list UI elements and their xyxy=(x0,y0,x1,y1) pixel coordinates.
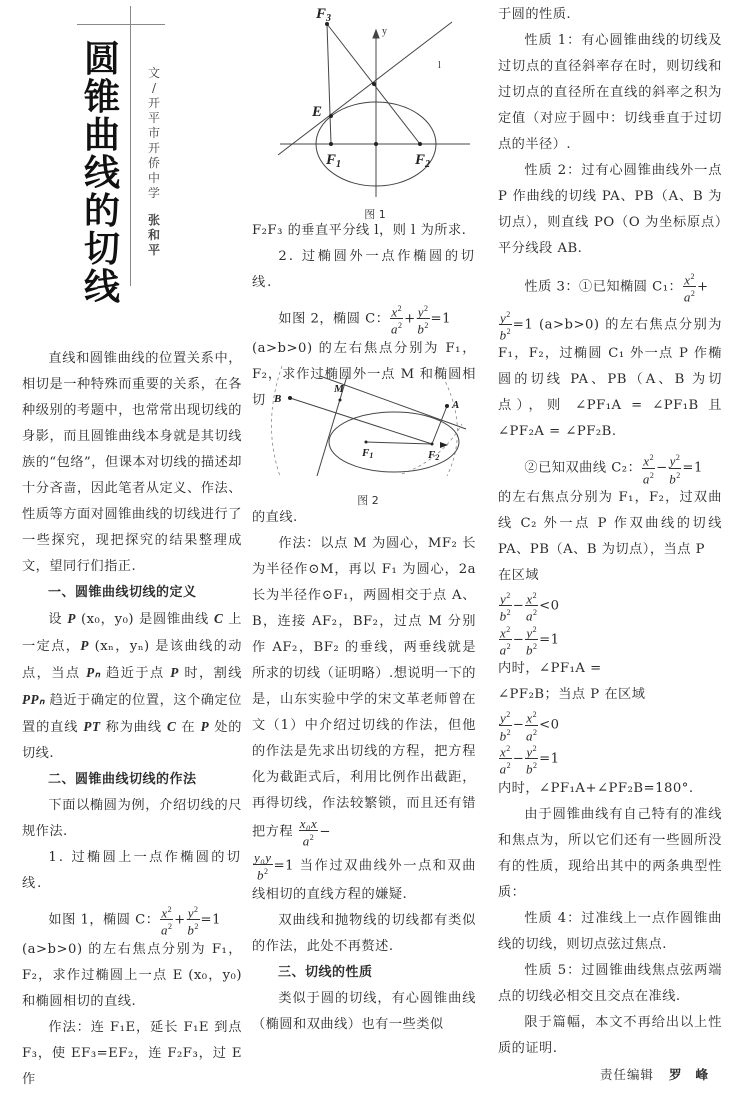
point-f1 xyxy=(329,142,333,146)
column-1 xyxy=(22,346,242,1093)
subheading-2: 2. 过椭圆外一点作椭圆的切线. xyxy=(252,249,476,290)
example-2: 如图 2，椭圆 C： $\frac{x^2}{a^2}$ + $\frac{y^2}{b^2}$ =1 xyxy=(278,304,451,337)
label-l: l xyxy=(438,60,441,71)
fraction: $\frac{y^2}{b^2}$ xyxy=(669,453,681,486)
example-2-end: 的直线. xyxy=(252,510,298,525)
construction-1: 作法：连 F₁E，延长 F₁E 到点 F₃，使 EF₃=EF₂，连 F₂F₃，过 E 作 xyxy=(22,1019,242,1087)
region-condition-2: ∠PF₂B；当点 P 在区域 xyxy=(498,687,646,703)
label-y: y xyxy=(382,26,387,37)
fraction: $\frac{x^2}{a^2}$ xyxy=(683,272,696,305)
author-char: 中 xyxy=(147,171,160,185)
point-m xyxy=(339,399,342,402)
figure-2-diagram xyxy=(262,364,474,476)
definition-paragraph: 设 P (x₀，y₀) 是圆锥曲线 C 上一定点，P (xₙ，yₙ) 是该曲线的动点，当点 Pₙ 趋近于点 P 时，割线 PPₙ 趋近于确定的位置，这个确定位置的直线 PT 称为曲线 C 在 P 处的切线. xyxy=(22,611,242,761)
fraction: $\frac{y^2}{b^2}$ xyxy=(499,309,512,343)
point-f2 xyxy=(418,142,422,146)
point-intersection xyxy=(372,82,376,86)
figure-1 xyxy=(270,2,480,220)
fraction: $\frac{\text{x₀x}}{a^2}$ xyxy=(299,816,318,849)
author-char: 市 xyxy=(147,126,160,140)
hyperbola-paragraph: 双曲线和抛物线的切线都有类似的作法，此处不再赘述. xyxy=(252,912,476,954)
construction-2: 作法：以点 M 为圆心，MF₂ 长为半径作⊙M，再以 F₁ 为圆心，2a 长为半径作⊙F₁，两圆相交于点 A、B，连接 AF₂，BF₂，过点 M 分别作 AF₂，BF₂ 的垂线，两垂线就是所求的切线（证明略）.想说明一下的是，山东实验中学的宋文革老师曾在文（1）中介绍过切线的作法，但他的作法是先求出切线的方程，把方程化为截距式后，利用比例作出截距，再得切线，作法较繁锁，而且还有错把方程 $\frac{\text{x₀x}}{a^2}$ − xyxy=(252,536,476,849)
section-heading-1: 一、圆锥曲线切线的定义 xyxy=(48,585,197,600)
y-axis-arrow-icon xyxy=(373,30,379,38)
label-f2: F2 xyxy=(428,449,440,462)
property-1: 性质 1：有心圆锥曲线的切线及过切点的直径斜率存在时，则切线和过切点的直径所在直线的斜率之积为定值（对应于圆中：切线垂直于过切点的半径）. xyxy=(498,33,722,152)
author-char: 文 xyxy=(147,66,160,80)
figure-1-diagram xyxy=(270,2,480,202)
editor-credit xyxy=(498,1062,722,1088)
circle-m-arc xyxy=(271,366,282,476)
column-3: 于圆的性质. 性质 1：有心圆锥曲线的切线及过切点的直径斜率存在时，则切线和过切点的直径所在直线的斜率之积为定值（对应于圆中：切线垂直于过切点的半径）. 性质 2：过有心圆锥曲线外一点 P 作曲线的切线 PA、PB（A、B 为切点），则直线 PO（O 为坐标原点）平分线段 AB. 性质 3：①已知椭圆 C₁： $\frac{x^2}{a^2}$ + $\frac{y^2}{b^2}$ =1 (a>b>0) 的左右焦点分别为 F₁，F₂，过椭圆 C₁ 外一点 P 作椭圆的切线 PA、PB（A、B 为切点），则 ∠PF₁A = ∠PF₁B 且 ∠PF₂A = ∠PF₂B. ②已知双曲线 C₂： $\frac{x^2}{a^2}$ − $\frac{y^2}{b^2}$ =1 的左右焦点分别为 F₁，F₂，过双曲线 C₂ 外一点 P 作双曲线的切线 PA、PB（A、B 为切点），当点 P 在区域 $\frac{y^2}{b^2}$ − $\frac{x^2}{a^2}$ <0 $\frac{x^2}{a^2}$ − $\frac{y^2}{b^2}$ =1 内时，∠PF₁A = ∠PF₂B；当点 P 在区域 $\frac{y^2}{b^2}$ − $\frac{x^2}{a^2}$ <0 $\frac{x^2}{a^2}$ − $\frac{y^2}{b^2}$ =1 内时，∠PF₁A+∠PF₂B=180°. 由于圆锥曲线有自己特有的准线和焦点为，所以它们还有一些圆所没有的性质，现给出其中的两条典型性质： 性质 4：过准线上一点作圆锥曲线的切线，则切点弦过焦点. 性质 5：过圆锥曲线焦点弦两端点的切线必相交且交点在准线. 限于篇幅，本文不再给出以上性质的证明. 责任编辑 罗峰 xyxy=(498,2,722,1088)
more-properties: 由于圆锥曲线有自己特有的准线和焦点为，所以它们还有一些圆所没有的性质，现给出其中的两条典型性质： xyxy=(498,806,722,900)
author-char: 平 xyxy=(147,111,160,125)
title-rule-horizontal xyxy=(77,24,165,25)
property-4: 性质 4：过准线上一点作圆锥曲线的切线，则切点弦过焦点. xyxy=(498,910,722,952)
property-2: 性质 2：过有心圆锥曲线外一点 P 作曲线的切线 PA、PB（A、B 为切点），则直线 PO（O 为坐标原点）平分线段 AB. xyxy=(498,163,722,256)
line-f1-f3 xyxy=(327,24,331,144)
author-gap xyxy=(146,201,162,213)
property-3-part-1: 性质 3：①已知椭圆 C₁： $\frac{x^2}{a^2}$ + xyxy=(524,272,709,305)
author-char: 侨 xyxy=(147,156,160,170)
figure-1-caption: 图 1 xyxy=(364,208,386,221)
author-char: 开 xyxy=(147,141,160,155)
closing-paragraph: 限于篇幅，本文不再给出以上性质的证明. xyxy=(498,1014,722,1056)
author-char: 平 xyxy=(147,243,160,257)
label-f1: $F_1$ xyxy=(326,152,342,170)
author-char: 学 xyxy=(147,186,160,200)
example-2-cont: (a>b>0) 的左右焦点分别为 F₁，F₂，求作过椭圆外一点 M 和椭圆相切 xyxy=(252,340,476,408)
title-rule-vertical xyxy=(130,6,131,286)
construction-1-cont: F₂F₃ 的垂直平分线 l，则 l 为所求. xyxy=(252,223,467,238)
title-char: 切 xyxy=(84,228,121,270)
properties-intro-cont: 于圆的性质. xyxy=(498,7,572,22)
fraction: $\frac{x^2}{a^2}$ xyxy=(391,304,403,337)
label-e: E xyxy=(312,104,323,120)
label-m: M xyxy=(334,383,344,395)
fraction: $\frac{x^2}{a^2}$ xyxy=(161,905,173,938)
properties-intro: 类似于圆的切线，有心圆锥曲线（椭圆和双曲线）也有一些类似 xyxy=(252,990,476,1032)
fraction: $\frac{\text{y₀y}}{b^2}$ xyxy=(254,850,272,883)
point-origin xyxy=(374,142,378,146)
label-f2: $F_2$ xyxy=(415,152,431,170)
line-b-f2 xyxy=(290,398,432,444)
point-e xyxy=(329,114,333,118)
label-f1: F1 xyxy=(362,447,374,460)
author-char: 开 xyxy=(147,96,160,110)
property-3-part-1-cont: $\frac{y^2}{b^2}$ =1 (a>b>0) 的左右焦点分别为 F₁，F₂，过椭圆 C₁ 外一点 P 作椭圆的切线 PA、PB（A、B 为切点），则 ∠PF₁A = ∠PF₁B 且 ∠PF₂A = ∠PF₂B. xyxy=(498,309,722,440)
figure-2 xyxy=(262,364,474,507)
ellipse xyxy=(329,412,459,472)
label-b: B xyxy=(274,393,282,405)
property-5: 性质 5：过圆锥曲线焦点弦两端点的切线必相交且交点在准线. xyxy=(498,962,722,1004)
label-f3: $F_3$ xyxy=(316,6,332,24)
fraction: $\frac{y^2}{b^2}$ xyxy=(187,905,199,938)
point-f1 xyxy=(365,441,368,444)
construction-2-cont: $\frac{\text{y₀y}}{b^2}$ =1 当作过双曲线外一点和双曲线相切的直线方程的嫌疑. xyxy=(252,850,476,902)
method-intro: 下面以椭圆为例，介绍切线的尺规作法. xyxy=(22,798,242,839)
point-a xyxy=(445,404,449,408)
editor-label: 责任编辑 xyxy=(600,1066,655,1082)
example-1: 如图 1，椭圆 C： $\frac{x^2}{a^2}$ + $\frac{y^2}{b^2}$ =1 xyxy=(48,905,221,938)
column-2-lower xyxy=(252,505,476,1038)
example-1-cont: (a>b>0) 的左右焦点分别为 F₁，F₂，求作过椭圆上一点 E (x₀，y₀) 和椭圆相切的直线. xyxy=(22,941,242,1009)
property-3-part-2-cont: 的左右焦点分别为 F₁，F₂，过双曲线 C₂ 外一点 P 作双曲线的切线 PA、PB（A、B 为切点），当点 P xyxy=(498,489,722,557)
section-heading-3: 三、切线的性质 xyxy=(278,964,373,980)
line-f1-f2 xyxy=(366,442,432,444)
label-a: A xyxy=(452,399,460,411)
subheading-1: 1. 过椭圆上一点作椭圆的切线. xyxy=(22,850,242,891)
point-b xyxy=(288,396,292,400)
title-char: 圆 xyxy=(84,38,121,80)
editor-name: 罗峰 xyxy=(668,1066,722,1082)
title-char: 锥 xyxy=(84,76,121,118)
title-char: 线 xyxy=(84,152,121,194)
tangent-line-l xyxy=(278,22,452,155)
article-title xyxy=(84,40,124,306)
author-char: 张 xyxy=(147,213,160,227)
title-char: 曲 xyxy=(84,114,121,156)
line-a-f2 xyxy=(432,406,447,444)
point-f2 xyxy=(431,443,434,446)
author-byline xyxy=(146,66,162,258)
title-char: 的 xyxy=(84,190,121,232)
author-char: / xyxy=(151,81,157,95)
region-condition-1: 在区域 xyxy=(498,567,540,583)
property-3-part-2: ②已知双曲线 C₂： $\frac{x^2}{a^2}$ − $\frac{y^2}{b^2}$ =1 xyxy=(524,453,703,486)
fraction: $\frac{x^2}{a^2}$ xyxy=(642,453,655,486)
author-char: 和 xyxy=(147,228,160,242)
fraction: $\frac{y^2}{b^2}$ xyxy=(417,304,429,337)
intro-paragraph: 直线和圆锥曲线的位置关系中，相切是一种特殊而重要的关系，在各种级别的考题中，也常常出现切线的身影，而且圆锥曲线本身就是其切线族的“包络”，但课本对切线的描述却十分吝啬，因此笔者从定义、作法、性质等方面对圆锥曲线的切线进行了一些探究，现把探究的结果整理成文，望同行们指正. xyxy=(22,351,242,574)
section-heading-2: 二、圆锥曲线切线的作法 xyxy=(48,772,197,787)
title-char: 线 xyxy=(84,266,121,308)
figure-2-caption: 图 2 xyxy=(357,494,379,507)
region-condition-2-end: 内时，∠PF₁A+∠PF₂B=180°. xyxy=(498,780,694,796)
